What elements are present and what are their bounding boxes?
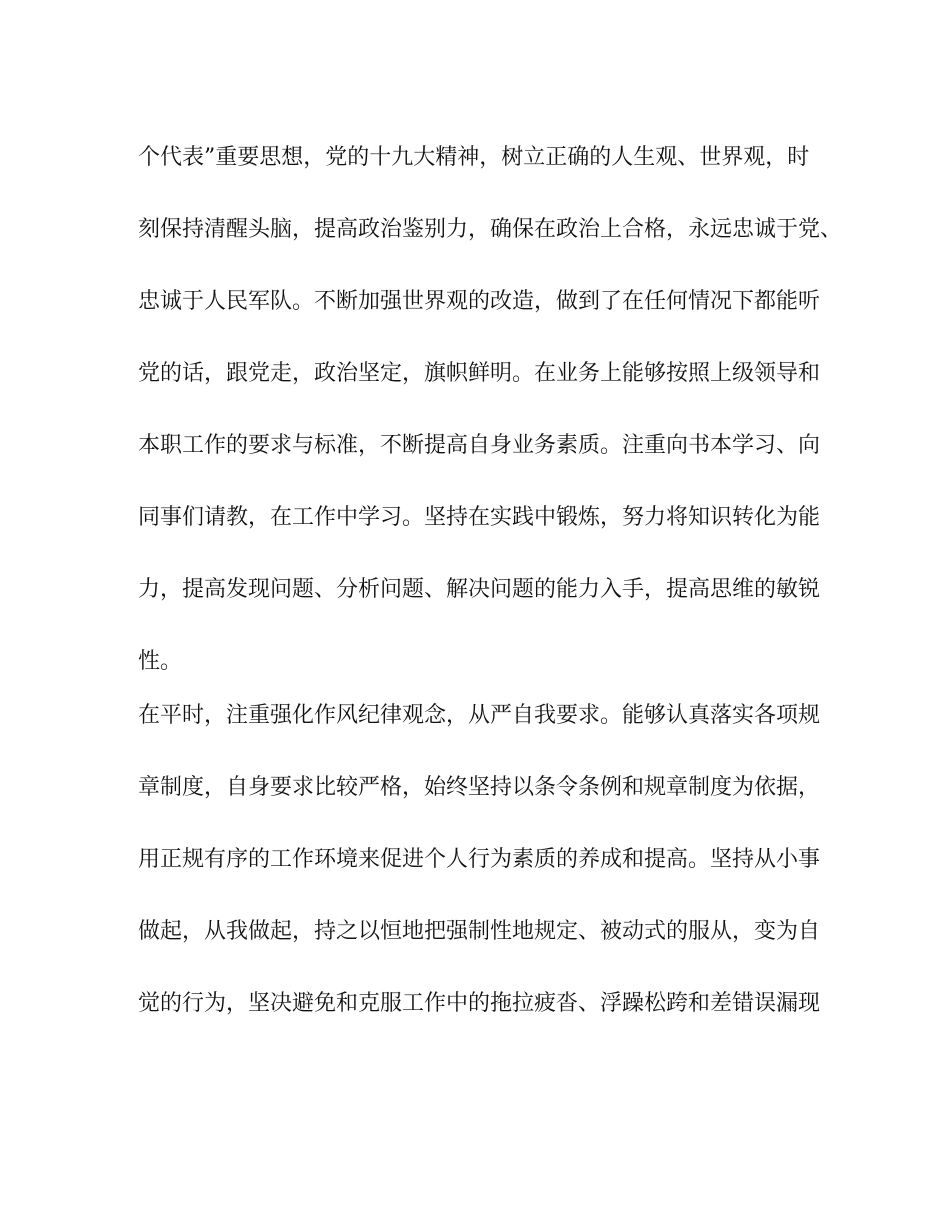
text-line: 力，提高发现问题、分析问题、解决问题的能力入手，提高思维的敏锐 <box>138 577 821 602</box>
text-line: 性。 <box>138 649 183 674</box>
text-line: 刻保持清醒头脑，提高政治鉴别力，确保在政治上合格，永远忠诚于党、 <box>138 217 843 242</box>
text-line: 党的话，跟党走，政治坚定，旗帜鲜明。在业务上能够按照上级领导和 <box>138 361 821 386</box>
text-line: 章制度，自身要求比较严格，始终坚持以条令条例和规章制度为依据， <box>138 775 821 800</box>
text-line: 本职工作的要求与标准，不断提高自身业务素质。注重向书本学习、向 <box>138 433 821 458</box>
text-line: 同事们请教，在工作中学习。坚持在实践中锻炼，努力将知识转化为能 <box>138 505 821 530</box>
text-line: 在平时，注重强化作风纪律观念，从严自我要求。能够认真落实各项规 <box>138 703 821 728</box>
text-line: 忠诚于人民军队。不断加强世界观的改造，做到了在任何情况下都能听 <box>138 289 821 314</box>
text-line: 觉的行为，坚决避免和克服工作中的拖拉疲沓、浮躁松跨和差错误漏现 <box>138 991 821 1016</box>
text-line: 用正规有序的工作环境来促进个人行为素质的养成和提高。坚持从小事 <box>138 847 821 872</box>
document-body <box>138 140 843 1058</box>
paragraph-2 <box>138 698 828 1022</box>
text-line: 个代表”重要思想，党的十九大精神，树立正确的人生观、世界观，时 <box>138 145 810 170</box>
text-line: 做起，从我做起，持之以恒地把强制性地规定、被动式的服从，变为自 <box>138 919 821 944</box>
paragraph-1 <box>138 140 843 680</box>
